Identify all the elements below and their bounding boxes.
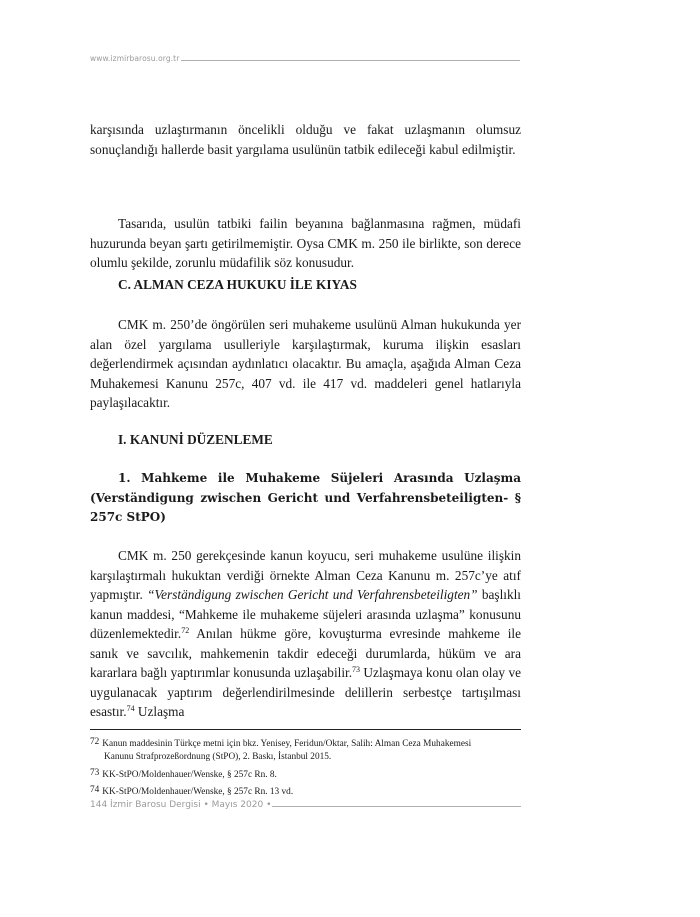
footnote-text: KK-StPO/Moldenhauer/Wenske, § 257c Rn. 13 vd. — [102, 787, 294, 797]
footnote-ref-74[interactable]: 74 — [126, 704, 135, 713]
header-url: www.izmirbarosu.org.tr — [90, 54, 180, 63]
footnote-74 — [90, 784, 521, 799]
footnote-ref-72[interactable]: 72 — [181, 626, 190, 635]
footnote-text: Kanun maddesinin Türkçe metni için bkz. Yenisey, Feridun/Oktar, Salih: Alman Ceza Muhakemesi — [102, 739, 472, 749]
paragraph-4-part-b: başlıklı kanun maddesi, “Mahkeme ile muhakeme süjeleri arasında uzlaşma” konusunu düzenlemektedir. — [90, 587, 521, 641]
paragraph-1: karşısında uzlaştırmanın öncelikli olduğu ve fakat uzlaşmanın olumsuz sonuçlandığı hallerde basit yargılama usulünün tatbik edileceği kabul edilmiştir. — [90, 122, 521, 157]
paragraph-2: Tasarıda, usulün tatbiki failin beyanına bağlanmasına rağmen, müdafi huzurunda beyan şartı getirilmemiştir. Oysa CMK m. 250 ile birlikte, son derece olumlu şekilde, zorunlu müdafilik söz konusudur. — [90, 216, 521, 270]
paragraph-4-part-c: Anılan hükme göre, kovuşturma evresinde mahkeme ile sanık ve savcılık, mahkemenin takdir edeceği durumlarda, hüküm ve ara kararlara bağlı yaptırımlar konusunda uzlaşabilir. — [90, 626, 521, 680]
footnote-72 — [90, 736, 521, 764]
page-footer: 144 İzmir Barosu Dergisi • Mayıs 2020 • — [90, 800, 272, 810]
footnote-number: 73 — [90, 768, 100, 778]
paragraph-4-italic-title: “Verständigung zwischen Gericht und Verfahrensbeteiligten” — [147, 587, 478, 602]
footnote-text-continued: Kanunu Strafprozeßordnung (StPO), 2. Baskı, İstanbul 2015. — [104, 752, 332, 762]
footnote-73 — [90, 767, 521, 782]
footnote-ref-73[interactable]: 73 — [352, 665, 361, 674]
paragraph-3: CMK m. 250’de öngörülen seri muhakeme usulünü Alman hukukunda yer alan özel yargılama usulleriyle karşılaştırmak, kuruma ilişkin esasları değerlendirmek açısından aydınlatıcı olacaktır. Bu amaçla, aşağıda Alman Ceza Muhakemesi Kanunu 257c, 407 vd. ile 417 vd. maddeleri genel hatlarıyla paylaşılacaktır. — [90, 317, 521, 410]
footer-rule — [272, 806, 521, 807]
footnote-text: KK-StPO/Moldenhauer/Wenske, § 257c Rn. 8. — [102, 770, 277, 780]
paragraph-4 — [90, 546, 521, 722]
footnote-rule — [90, 729, 521, 730]
subsection-heading: 1. Mahkeme ile Muhakeme Süjeleri Arasında Uzlaşma (Verständigung zwischen Gericht und Verfahrensbeteiligten- § 257c StPO) — [90, 471, 521, 524]
paragraph-4-part-a: CMK m. 250 gerekçesinde kanun koyucu, seri muhakeme usulüne ilişkin karşılaştırmalı hukuktan verdiği örnekte Alman Ceza Kanunu m. 257c’ye atıf yapmıştır. — [90, 548, 521, 602]
footnote-number: 72 — [90, 737, 100, 747]
footnote-number: 74 — [90, 785, 100, 795]
section-heading-c: C. ALMAN CEZA HUKUKU İLE KIYAS — [118, 277, 357, 292]
header-rule — [181, 60, 520, 61]
paragraph-4-part-d: Uzlaşmaya konu olan olay ve uygulanacak yaptırım değerlendirilmesinde delillerin serbestçe tartışılması esastır. — [90, 665, 521, 719]
section-heading-1: I. KANUNİ DÜZENLEME — [118, 432, 273, 447]
paragraph-4-part-e: Uzlaşma — [134, 704, 185, 719]
